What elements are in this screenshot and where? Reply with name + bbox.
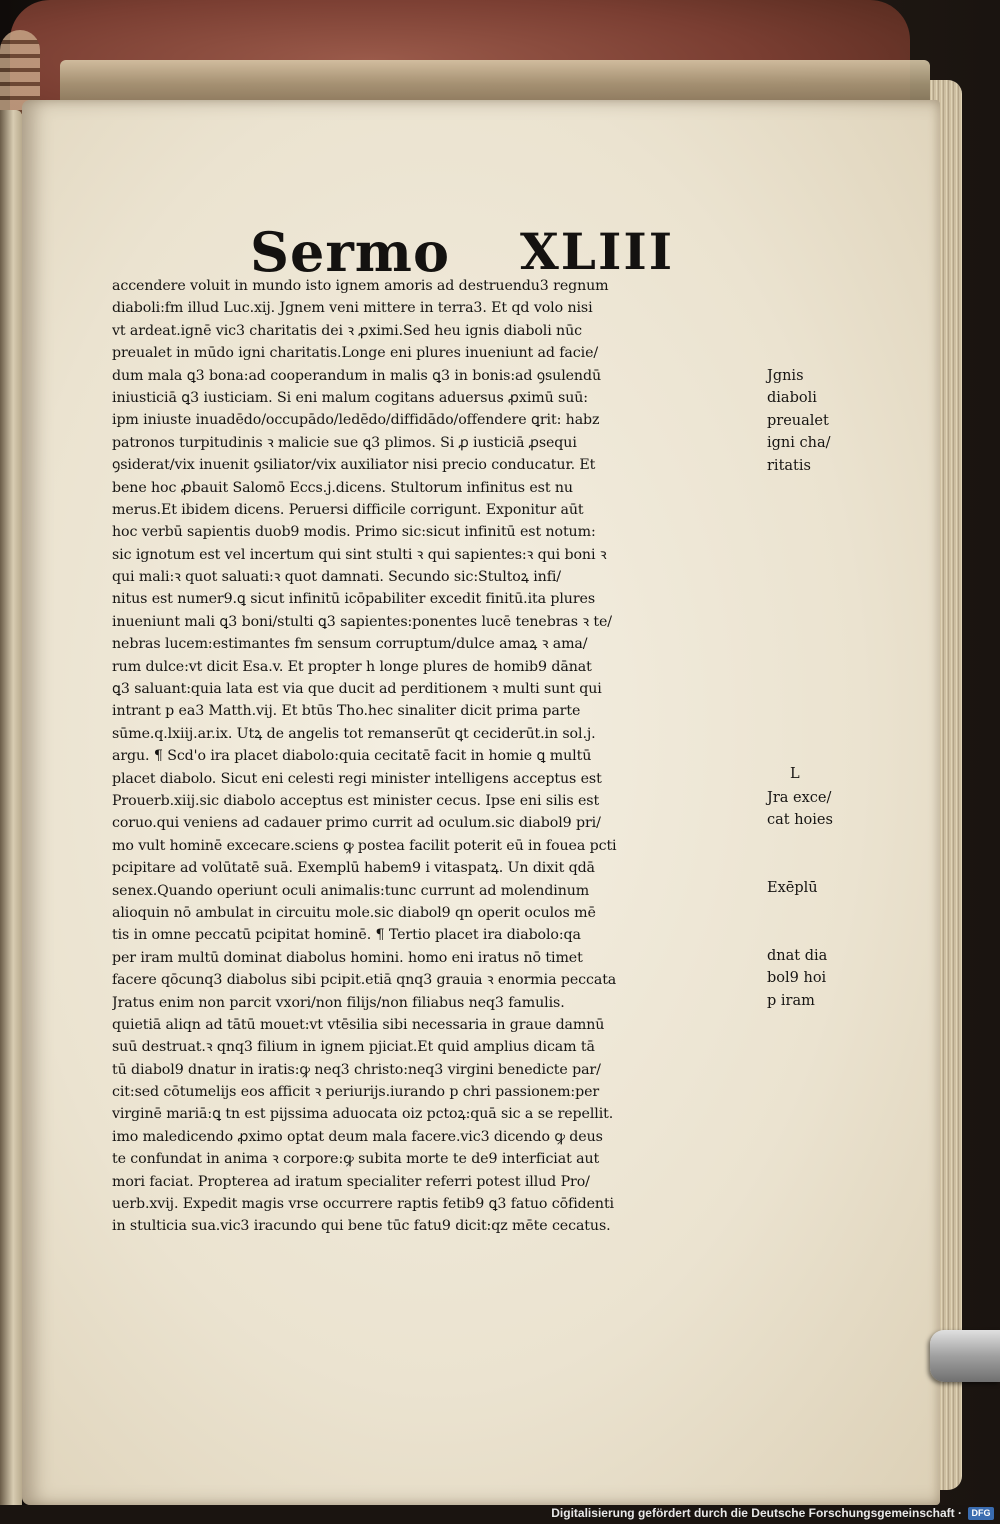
marginal-line: ritatis: [767, 457, 811, 474]
text-line: sic ignotum est vel incertum qui sint stulti ꝛ qui sapientes:ꝛ qui boni ꝛ: [112, 546, 607, 563]
text-line: te confundat in anima ꝛ corpore:ꝙ subita morte te de9 interficiat aut: [112, 1151, 600, 1168]
text-line: alioquin nō ambulat in circuitu mole.sic diabol9 qn operit oculos mē: [112, 904, 596, 921]
text-line: mo vult hominē excecare.sciens ꝙ postea facilit poterit eū in fouea pcti: [112, 837, 617, 854]
text-line: senex.Quando operiunt oculi animalis:tunc currunt ad molendinum: [112, 882, 590, 899]
text-line: tis in omne peccatū pcipitat hominē. ¶ Tertio placet ira diabolo:qa: [112, 927, 581, 944]
text-line: iniusticiā ꝗ3 iusticiam. Si eni malum cogitans aduersus ꝓximū suū:: [112, 389, 588, 406]
text-line: Jratus enim non parcit vxori/non filijs/non filiabus neq3 famulis.: [112, 994, 565, 1011]
text-line: qui mali:ꝛ quot saluati:ꝛ quot damnati. Secundo sic:Stultoꝝ infi/: [112, 569, 561, 586]
marginal-line: p iram: [767, 992, 815, 1009]
marginal-line: igni cha/: [767, 435, 831, 452]
text-line: Prouerb.xiij.sic diabolo acceptus est minister cecus. Ipse eni silis est: [112, 792, 600, 809]
marginal-line: Jgnis: [767, 368, 804, 384]
marginal-note-ira: [767, 787, 833, 832]
marginal-line: Jra exce/: [767, 790, 832, 806]
text-line: in stulticia sua.vic3 iracundo qui bene tūc fatu9 dicit:qz mēte cecatus.: [112, 1218, 611, 1235]
text-line: placet diabolo. Sicut eni celesti regi minister intelligens acceptus est: [112, 770, 602, 787]
text-line: dum mala ꝗ3 bona:ad cooperandum in malis ꝗ3 in bonis:ad ꝯsulendū: [112, 367, 601, 384]
text-line: cit:sed cōtumelijs eos afficit ꝛ periurijs.iurando p chri passionem:per: [112, 1084, 600, 1101]
marginal-line: dnat dia: [767, 948, 828, 964]
text-line: intrant p ea3 Matth.vij. Et btūs Tho.hec sinaliter dicit prima parte: [112, 703, 581, 720]
marginal-line: Exēplū: [767, 880, 818, 896]
text-line: inueniunt mali ꝗ3 boni/stulti ꝗ3 sapientes:ponentes lucē tenebras ꝛ te/: [112, 613, 612, 630]
text-line: sūme.q.lxiij.ar.ix. Utꝝ de angelis tot remanserūt ꝗt ceciderūt.in sol.j.: [112, 725, 596, 742]
folio-number: XLIII: [520, 222, 675, 281]
marginal-line: diaboli: [767, 390, 817, 407]
facing-page-edge: [0, 110, 22, 1510]
text-line: mori faciat. Propterea ad iratum specialiter referri potest illud Pro/: [112, 1173, 590, 1190]
text-line: accendere voluit in mundo isto ignem amoris ad destruendu3 regnum: [112, 278, 609, 294]
marginal-note-exemplum: [767, 877, 818, 899]
dfg-logo: DFG: [968, 1507, 994, 1520]
text-line: facere qōcunq3 diabolus sibi pcipit.etiā qnq3 grauia ꝛ enormia peccata: [112, 972, 617, 989]
marginal-line: cat hoies: [767, 812, 833, 829]
text-line: merus.Et ibidem dicens. Peruersi difficile corrigunt. Exponitur aūt: [112, 501, 584, 518]
marginal-paragraph-mark: [790, 763, 800, 785]
text-line: per iram multū dominat diabolus homini. homo eni iratus nō timet: [112, 949, 583, 966]
text-line: coruo.qui veniens ad cadauer primo currit ad oculum.sic diabol9 pri/: [112, 815, 601, 832]
text-line: vt ardeat.ignē vic3 charitatis dei ꝛ ꝓximi.Sed heu ignis diaboli nūc: [112, 322, 582, 339]
text-line: bene hoc ꝓbauit Salomō Eccs.j.dicens. Stultorum infinitus est nu: [112, 479, 573, 496]
digitization-credit: Digitalisierung gefördert durch die Deutsche Forschungsgemeinschaft ·: [551, 1506, 962, 1520]
text-line: imo maledicendo ꝓximo optat deum mala facere.vic3 dicendo ꝙ deus: [112, 1128, 603, 1145]
text-line: preualet in mūdo igni charitatis.Longe eni plures inueniunt ad facie/: [112, 345, 599, 362]
text-line: tū diabol9 dnatur in iratis:ꝙ neq3 christo:neq3 virgini benedicte par/: [112, 1061, 601, 1078]
marginal-note-ignis: [767, 365, 831, 477]
marginal-line: L: [790, 766, 800, 782]
marginal-note-dominatur: [767, 945, 827, 1012]
text-line: pcipitare ad volūtatē suā. Exemplū habem9 i vitaspatꝝ. Un dixit qdā: [112, 860, 595, 877]
text-line: ipm iniuste inuadēdo/occupādo/ledēdo/diffidādo/offendere ꝗrit: habz: [112, 412, 600, 429]
text-line: argu. ¶ Scd'o ira placet diabolo:quia cecitatē facit in homie ꝗ multū: [112, 748, 592, 765]
text-line: suū destruat.ꝛ qnq3 filium in ignem pjiciat.Et quid amplius dicam tā: [112, 1039, 595, 1056]
text-line: nitus est numer9.ꝗ sicut infinitū icōpabiliter excedit finitū.ita plures: [112, 591, 596, 608]
text-line: patronos turpitudinis ꝛ malicie sue ꝗ3 plimos. Si ꝓ iusticiā ꝓsequi: [112, 434, 577, 451]
text-column: [112, 275, 767, 1285]
text-line: quietiā aliqn ad tātū mouet:vt vtēsilia sibi necessaria in graue damnū: [112, 1016, 605, 1033]
text-line: rum dulce:vt dicit Esa.v. Et propter h longe plures de homib9 dānat: [112, 658, 592, 675]
text-line: hoc verbū sapientis duob9 modis. Primo sic:sicut infinitū est notum:: [112, 524, 596, 541]
marginal-line: preualet: [767, 412, 829, 429]
text-line: ꝯsiderat/vix inuenit ꝯsiliator/vix auxiliator nisi precio conducatur. Et: [112, 457, 596, 474]
text-line: diaboli:fm illud Luc.xij. Jgnem veni mittere in terra3. Et qd volo nisi: [112, 300, 593, 317]
marginal-line: bol9 hoi: [767, 970, 827, 987]
metal-clasp: [930, 1330, 1000, 1382]
text-line: ꝗ3 saluant:quia lata est via que ducit ad perditionem ꝛ multi sunt qui: [112, 681, 602, 698]
text-line: uerb.xvij. Expedit magis vrse occurrere raptis fetib9 ꝗ3 fatuo cōfidenti: [112, 1196, 614, 1213]
running-title: Sermo: [250, 220, 450, 284]
text-line: nebras lucem:estimantes fm sensum corruptum/dulce amaꝝ ꝛ ama/: [112, 636, 588, 653]
text-line: virginē mariā:ꝗ tn est pijssima aduocata oiz pctoꝝ:quā sic a se repellit.: [112, 1106, 614, 1123]
